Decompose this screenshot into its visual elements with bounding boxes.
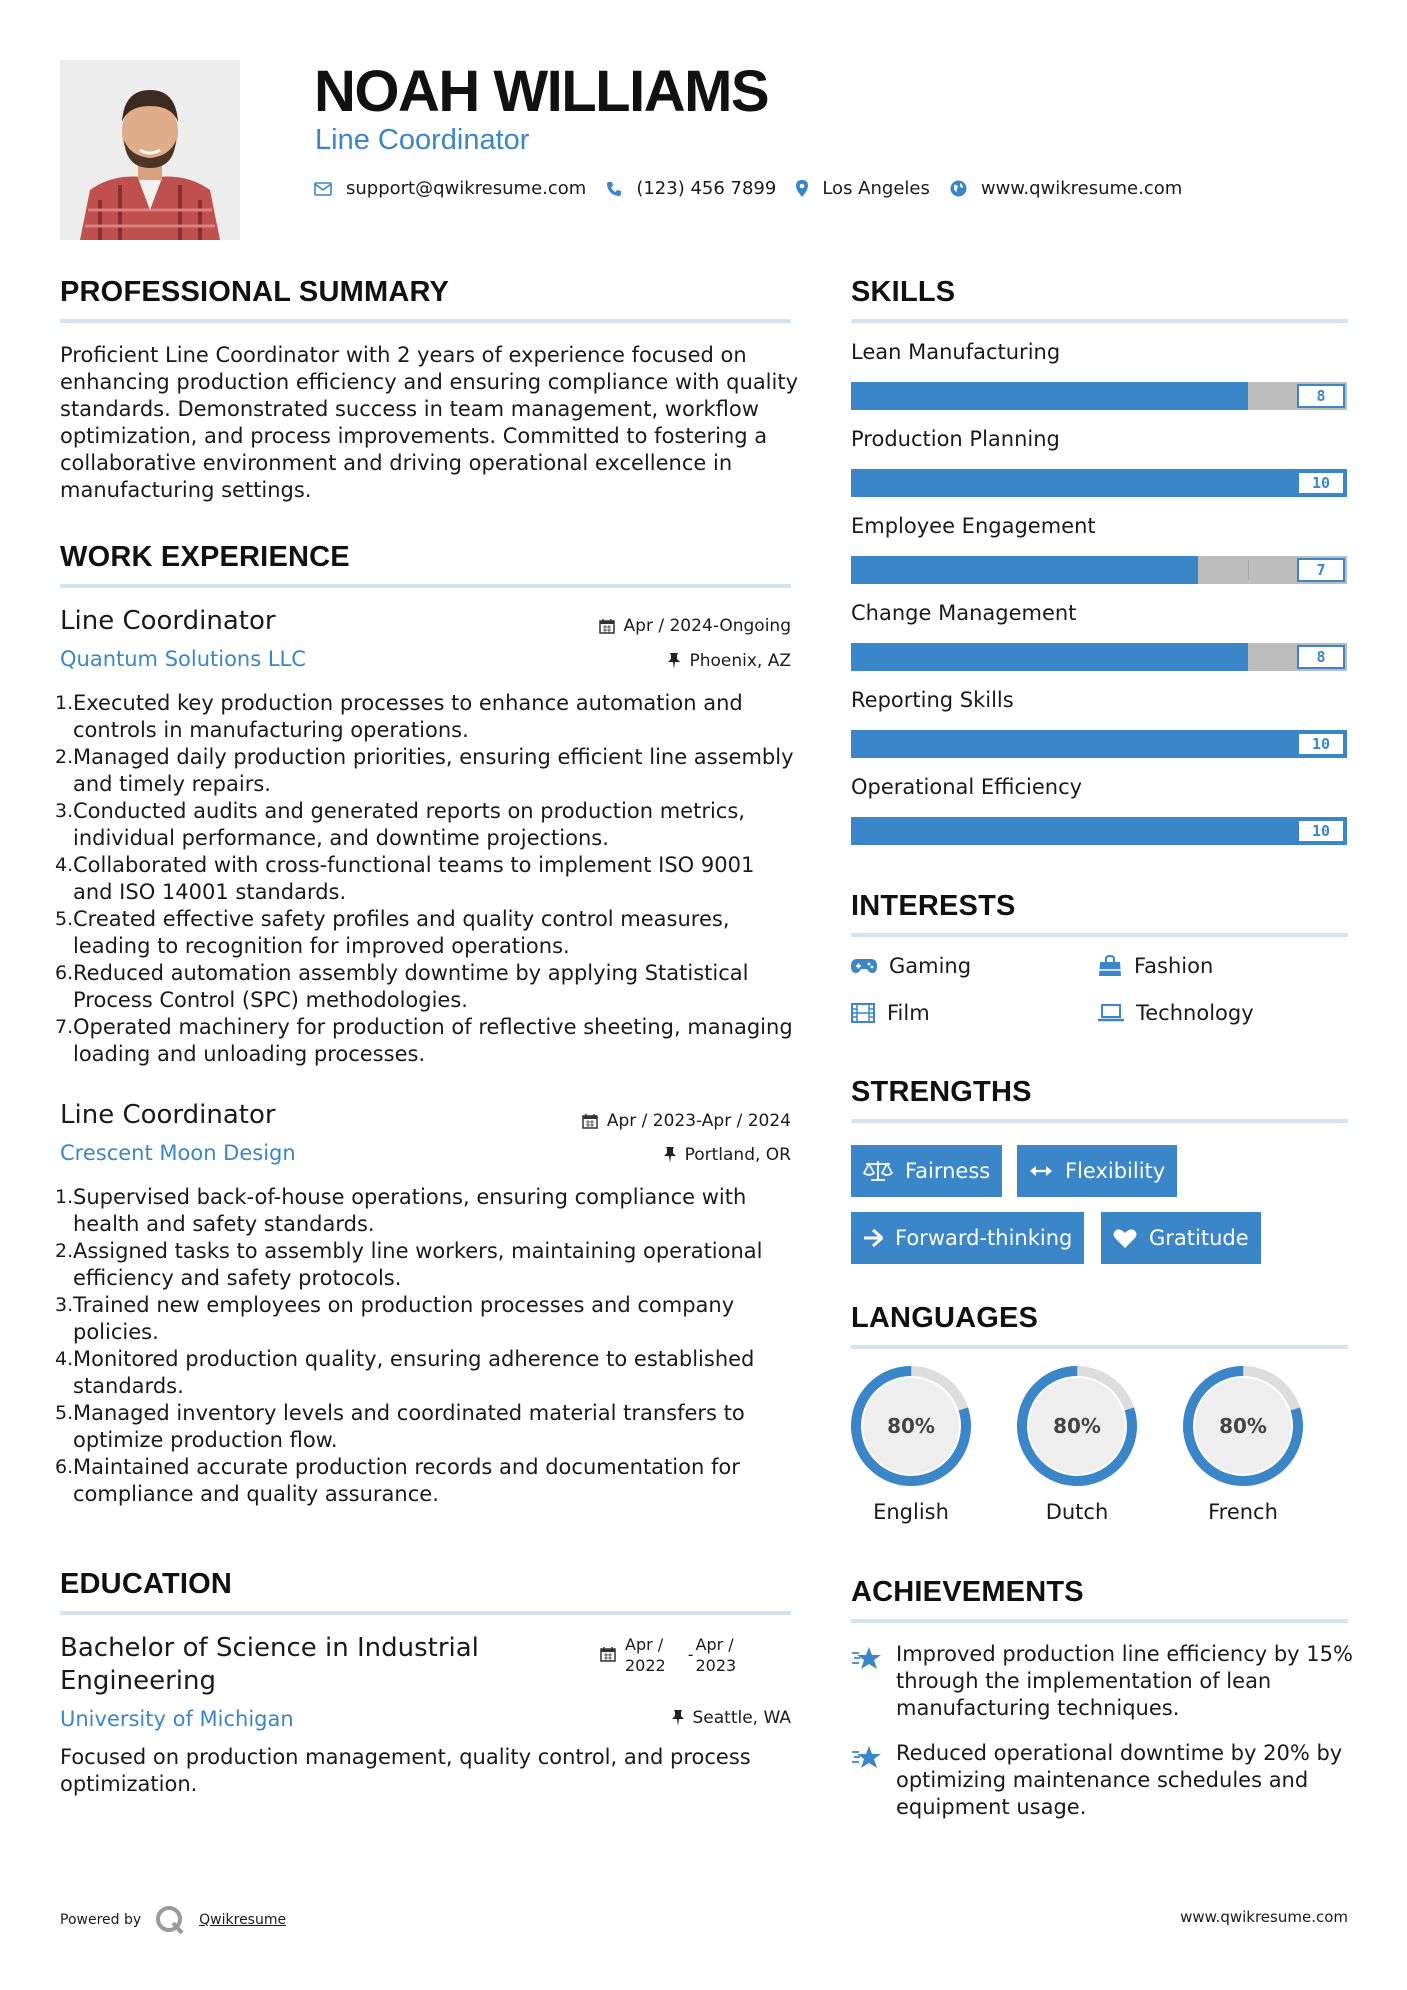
language-percent: 80% bbox=[1053, 1414, 1101, 1438]
arrows-horizontal-icon bbox=[1029, 1164, 1053, 1178]
bullet-line: and timely repairs. bbox=[73, 772, 271, 796]
contact-website[interactable] bbox=[950, 178, 1182, 199]
list-item bbox=[55, 1400, 795, 1454]
summary-heading: PROFESSIONAL SUMMARY bbox=[60, 276, 450, 308]
summary-line: optimization, and process improvements. Committed to fostering a bbox=[60, 424, 768, 448]
film-icon bbox=[851, 1003, 875, 1023]
bullet-line: Created effective safety profiles and quality control measures, bbox=[73, 907, 730, 931]
skill-label: Lean Manufacturing bbox=[851, 340, 1061, 364]
laptop-icon bbox=[1098, 1004, 1124, 1022]
skill-bar bbox=[851, 382, 1347, 410]
end-year: 2023 bbox=[695, 1656, 737, 1675]
candidate-name: NOAH WILLIAMS bbox=[314, 59, 769, 124]
job-2-date-text: Apr / 2023-Apr / 2024 bbox=[606, 1111, 791, 1131]
skill-bar-fill bbox=[851, 643, 1248, 671]
languages-rule bbox=[851, 1345, 1348, 1349]
calendar-icon bbox=[600, 1646, 616, 1662]
bullet-line: Managed daily production priorities, ensuring efficient line assembly bbox=[73, 745, 794, 769]
skill-label: Production Planning bbox=[851, 427, 1060, 451]
bullet-line: Managed inventory levels and coordinated material transfers to bbox=[73, 1401, 745, 1425]
achievement-item bbox=[896, 1641, 1353, 1722]
summary-rule bbox=[60, 319, 791, 323]
skill-score: 10 bbox=[1297, 819, 1345, 843]
job-2-company: Crescent Moon Design bbox=[60, 1141, 296, 1165]
languages-heading: LANGUAGES bbox=[851, 1302, 1039, 1334]
interest-label: Fashion bbox=[1134, 954, 1214, 978]
skill-bar-fill bbox=[851, 382, 1248, 410]
education-location-text: Seattle, WA bbox=[692, 1708, 791, 1728]
list-item bbox=[55, 1184, 795, 1238]
list-number: 7. bbox=[55, 1016, 74, 1038]
strength-fairness bbox=[851, 1145, 1002, 1197]
bullet-line: optimize production flow. bbox=[73, 1428, 338, 1452]
summary-line: collaborative environment and driving operational excellence in bbox=[60, 451, 733, 475]
skill-bar bbox=[851, 730, 1347, 758]
date-dash: - bbox=[687, 1645, 694, 1664]
strength-forward-thinking bbox=[851, 1212, 1084, 1264]
interest-fashion bbox=[1098, 954, 1213, 978]
degree-line: Bachelor of Science in Industrial bbox=[60, 1633, 479, 1663]
bullet-line: Reduced automation assembly downtime by applying Statistical bbox=[73, 961, 749, 985]
education-rule bbox=[60, 1611, 791, 1615]
list-item bbox=[55, 1292, 795, 1346]
bullet-line: loading and unloading processes. bbox=[73, 1042, 426, 1066]
skill-bar-fill bbox=[851, 817, 1347, 845]
contact-phone[interactable] bbox=[606, 178, 776, 199]
education-heading: EDUCATION bbox=[60, 1568, 233, 1600]
job-1-location bbox=[668, 651, 791, 671]
strength-label: Gratitude bbox=[1149, 1226, 1249, 1250]
summary-text bbox=[60, 342, 798, 504]
bullet-line: Assigned tasks to assembly line workers, maintaining operational bbox=[73, 1239, 763, 1263]
powered-by-text: Powered by bbox=[60, 1912, 142, 1928]
job-2-date bbox=[582, 1111, 791, 1131]
interest-film bbox=[851, 1001, 930, 1025]
list-number: 4. bbox=[55, 854, 74, 876]
strength-label: Forward-thinking bbox=[895, 1226, 1073, 1250]
skill-score: 8 bbox=[1297, 384, 1345, 408]
list-number: 3. bbox=[55, 800, 74, 822]
skill-score: 8 bbox=[1297, 645, 1345, 669]
list-item bbox=[55, 852, 795, 906]
footer-website[interactable]: www.qwikresume.com bbox=[1180, 1908, 1348, 1926]
bullet-line: individual performance, and downtime projections. bbox=[73, 826, 609, 850]
end-month: Apr / bbox=[695, 1635, 734, 1654]
interest-label: Technology bbox=[1136, 1001, 1254, 1025]
bullet-line: efficiency and safety protocols. bbox=[73, 1266, 402, 1290]
achievement-line: Improved production line efficiency by 15% bbox=[896, 1642, 1353, 1666]
education-desc-line: optimization. bbox=[60, 1772, 198, 1796]
degree-title bbox=[60, 1632, 479, 1698]
strength-label: Flexibility bbox=[1065, 1159, 1166, 1183]
achievement-line: through the implementation of lean bbox=[896, 1669, 1272, 1693]
brand-link[interactable]: Qwikresume bbox=[199, 1912, 287, 1928]
bullet-line: Conducted audits and generated reports on production metrics, bbox=[73, 799, 745, 823]
heart-icon bbox=[1113, 1228, 1137, 1249]
list-number: 6. bbox=[55, 962, 74, 984]
achievement-line: optimizing maintenance schedules and bbox=[896, 1768, 1309, 1792]
list-item bbox=[55, 690, 795, 744]
list-number: 1. bbox=[55, 1186, 74, 1208]
skill-bar bbox=[851, 817, 1347, 845]
achievement-line: equipment usage. bbox=[896, 1795, 1087, 1819]
interests-rule bbox=[851, 933, 1348, 937]
achievements-heading: ACHIEVEMENTS bbox=[851, 1576, 1084, 1608]
list-number: 1. bbox=[55, 692, 74, 714]
bullet-line: leading to recognition for improved operations. bbox=[73, 934, 570, 958]
bullet-line: Monitored production quality, ensuring adherence to established bbox=[73, 1347, 755, 1371]
job-2-location-text: Portland, OR bbox=[684, 1145, 791, 1165]
contact-location bbox=[796, 178, 930, 199]
list-number: 5. bbox=[55, 908, 74, 930]
bullet-line: Operated machinery for production of reflective sheeting, managing bbox=[73, 1015, 793, 1039]
interest-label: Film bbox=[887, 1001, 930, 1025]
list-item bbox=[55, 1454, 795, 1508]
globe-icon bbox=[950, 180, 967, 197]
list-number: 2. bbox=[55, 746, 74, 768]
list-number: 6. bbox=[55, 1456, 74, 1478]
job-1-location-text: Phoenix, AZ bbox=[689, 651, 791, 671]
skill-score: 7 bbox=[1297, 558, 1345, 582]
map-pin-icon bbox=[796, 180, 808, 197]
list-item bbox=[55, 906, 795, 960]
list-item bbox=[55, 744, 795, 798]
job-2-bullets bbox=[55, 1184, 795, 1508]
language-name: French bbox=[1208, 1500, 1278, 1524]
list-item bbox=[55, 798, 795, 852]
start-year: 2022 bbox=[625, 1656, 666, 1675]
skills-heading: SKILLS bbox=[851, 276, 956, 308]
website-text: www.qwikresume.com bbox=[980, 178, 1183, 199]
star-icon bbox=[851, 1645, 883, 1675]
calendar-icon bbox=[599, 618, 615, 634]
strength-gratitude bbox=[1101, 1212, 1261, 1264]
language-name: Dutch bbox=[1045, 1500, 1109, 1524]
job-2-role: Line Coordinator bbox=[60, 1100, 276, 1130]
achievement-line: Reduced operational downtime by 20% by bbox=[896, 1741, 1343, 1765]
summary-line: enhancing production efficiency and ensuring compliance with quality bbox=[60, 370, 799, 394]
star-icon bbox=[851, 1744, 883, 1774]
list-number: 5. bbox=[55, 1402, 74, 1424]
language-english bbox=[849, 1364, 973, 1524]
strengths-heading: STRENGTHS bbox=[851, 1076, 1032, 1108]
skill-bar-fill bbox=[851, 730, 1347, 758]
education-desc-line: Focused on production management, quality control, and process bbox=[60, 1745, 751, 1769]
phone-icon bbox=[606, 181, 622, 197]
interests-heading: INTERESTS bbox=[851, 890, 1016, 922]
interest-label: Gaming bbox=[889, 954, 972, 978]
language-percent: 80% bbox=[1219, 1414, 1267, 1438]
education-start bbox=[625, 1634, 666, 1676]
summary-line: Proficient Line Coordinator with 2 years of experience focused on bbox=[60, 343, 747, 367]
bullet-line: Executed key production processes to enhance automation and bbox=[73, 691, 743, 715]
summary-line: standards. Demonstrated success in team management, workflow bbox=[60, 397, 759, 421]
list-item bbox=[55, 960, 795, 1014]
start-month: Apr / bbox=[625, 1635, 664, 1654]
job-1-bullets bbox=[55, 690, 795, 1068]
envelope-icon bbox=[314, 182, 332, 196]
skill-score: 10 bbox=[1297, 471, 1345, 495]
language-dutch bbox=[1015, 1364, 1139, 1524]
skill-label: Employee Engagement bbox=[851, 514, 1096, 538]
education-description bbox=[60, 1744, 751, 1798]
profile-photo bbox=[60, 60, 240, 240]
skill-bar-fill bbox=[851, 469, 1347, 497]
list-number: 3. bbox=[55, 1294, 74, 1316]
contact-row bbox=[314, 178, 1202, 199]
job-1-date bbox=[599, 616, 791, 636]
footer-powered-by bbox=[60, 1905, 286, 1935]
interest-gaming bbox=[851, 954, 971, 978]
bullet-line: Maintained accurate production records and documentation for bbox=[73, 1455, 740, 1479]
balance-scale-icon bbox=[863, 1160, 893, 1182]
bullet-line: Trained new employees on production processes and company bbox=[73, 1293, 735, 1317]
achievement-line: manufacturing techniques. bbox=[896, 1696, 1180, 1720]
job-1-date-text: Apr / 2024-Ongoing bbox=[623, 616, 791, 636]
achievement-item bbox=[896, 1740, 1342, 1821]
skill-label: Operational Efficiency bbox=[851, 775, 1083, 799]
education-location bbox=[672, 1708, 792, 1728]
skills-rule bbox=[851, 319, 1348, 323]
phone-text: (123) 456 7899 bbox=[636, 178, 777, 199]
list-item bbox=[55, 1346, 795, 1400]
gamepad-icon bbox=[851, 958, 877, 974]
skill-bar bbox=[851, 643, 1347, 671]
skill-score: 10 bbox=[1297, 732, 1345, 756]
achievements-rule bbox=[851, 1619, 1348, 1623]
arrow-right-icon bbox=[863, 1229, 883, 1247]
list-item bbox=[55, 1238, 795, 1292]
experience-rule bbox=[60, 584, 791, 588]
pushpin-icon bbox=[664, 1147, 676, 1163]
job-1-role: Line Coordinator bbox=[60, 606, 276, 636]
bullet-line: compliance and quality assurance. bbox=[73, 1482, 439, 1506]
job-2-location bbox=[664, 1145, 791, 1165]
experience-heading: WORK EXPERIENCE bbox=[60, 541, 350, 573]
bullet-line: Supervised back-of-house operations, ensuring compliance with bbox=[73, 1185, 747, 1209]
education-end bbox=[696, 1634, 737, 1676]
school-name: University of Michigan bbox=[60, 1707, 294, 1731]
interest-technology bbox=[1098, 1001, 1254, 1025]
bullet-line: controls in manufacturing operations. bbox=[73, 718, 469, 742]
skill-label: Reporting Skills bbox=[851, 688, 1014, 712]
qwikresume-logo-icon bbox=[155, 1905, 185, 1935]
list-item bbox=[55, 1014, 795, 1068]
strengths-rule bbox=[851, 1119, 1348, 1123]
location-text: Los Angeles bbox=[822, 178, 930, 199]
email-text: support@qwikresume.com bbox=[346, 178, 587, 199]
bullet-line: policies. bbox=[73, 1320, 159, 1344]
summary-line: manufacturing settings. bbox=[60, 478, 312, 502]
language-name: English bbox=[873, 1500, 949, 1524]
job-1-company: Quantum Solutions LLC bbox=[60, 647, 306, 671]
calendar-icon bbox=[582, 1113, 598, 1129]
skill-label: Change Management bbox=[851, 601, 1077, 625]
bullet-line: Process Control (SPC) methodologies. bbox=[73, 988, 468, 1012]
bullet-line: and ISO 14001 standards. bbox=[73, 880, 347, 904]
list-number: 4. bbox=[55, 1348, 74, 1370]
language-percent: 80% bbox=[887, 1414, 935, 1438]
strength-label: Fairness bbox=[905, 1159, 991, 1183]
bullet-line: health and safety standards. bbox=[73, 1212, 375, 1236]
skill-bar-segment bbox=[1248, 560, 1249, 580]
degree-line: Engineering bbox=[60, 1666, 216, 1696]
pushpin-icon bbox=[672, 1710, 684, 1726]
shopping-bag-icon bbox=[1098, 955, 1122, 977]
contact-email[interactable] bbox=[314, 178, 586, 199]
education-date bbox=[600, 1634, 736, 1676]
strength-flexibility bbox=[1017, 1145, 1177, 1197]
candidate-title: Line Coordinator bbox=[315, 124, 530, 156]
bullet-line: Collaborated with cross-functional teams to implement ISO 9001 bbox=[73, 853, 755, 877]
pushpin-icon bbox=[668, 653, 680, 669]
skill-bar-fill bbox=[851, 556, 1198, 584]
list-number: 2. bbox=[55, 1240, 74, 1262]
skill-bar bbox=[851, 469, 1347, 497]
skill-bar bbox=[851, 556, 1347, 584]
bullet-line: standards. bbox=[73, 1374, 184, 1398]
language-french bbox=[1181, 1364, 1305, 1524]
